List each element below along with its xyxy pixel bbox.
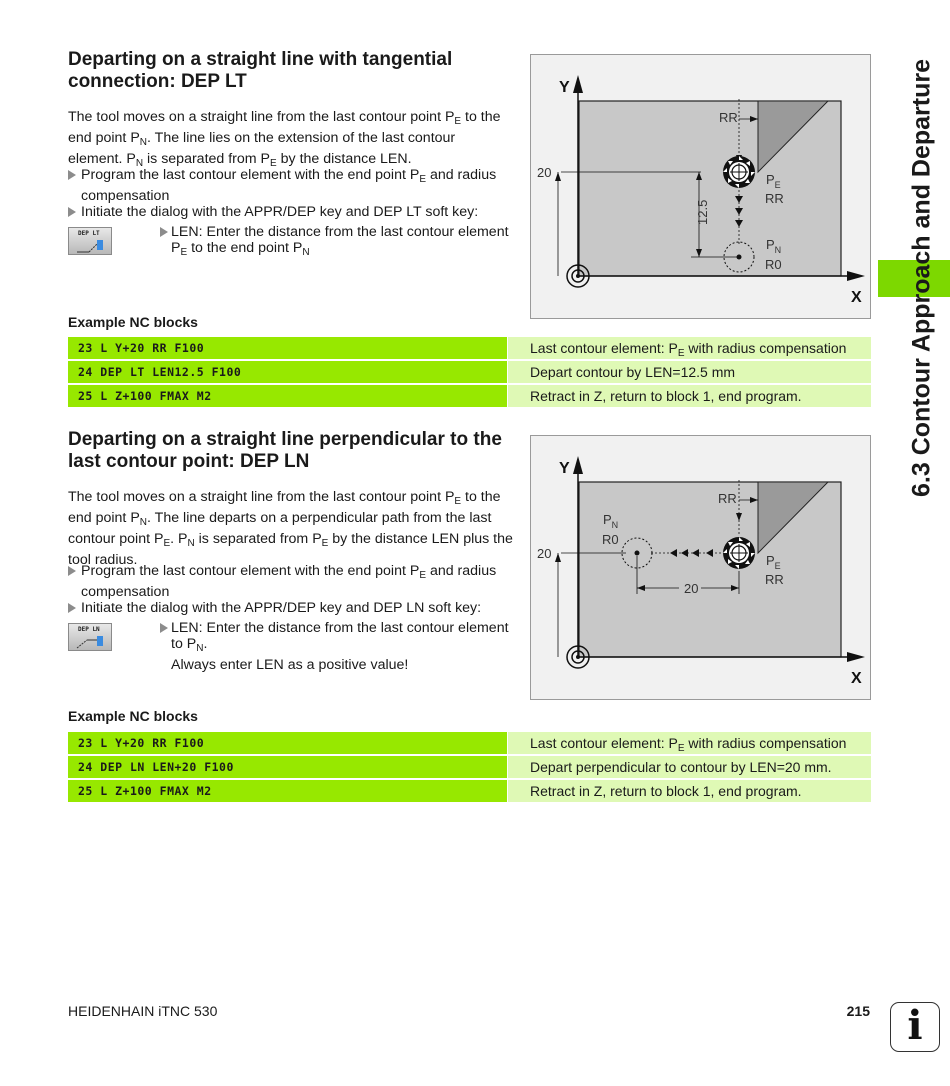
section1-sub-len (160, 224, 515, 261)
section1-bullet-initiate (68, 204, 513, 220)
y-axis-label: Y (559, 460, 570, 477)
nc-desc-cell: Depart perpendicular to contour by LEN=20 mm. (508, 756, 871, 778)
text: . (203, 636, 208, 652)
subscript: E (774, 561, 781, 571)
text: P (766, 172, 775, 187)
info-icon (890, 1002, 940, 1052)
bullet-triangle-icon (68, 566, 76, 576)
dep-lt-diagram (531, 55, 872, 320)
bullet-triangle-icon (68, 170, 76, 180)
section1-bullet-program (68, 167, 513, 204)
text: Initiate the dialog with the APPR/DEP key and DEP LT soft key: (81, 204, 479, 220)
dep-lt-figure (530, 54, 871, 319)
text: to the end point P (68, 109, 501, 146)
nc-desc-cell: Retract in Z, return to block 1, end program. (508, 385, 871, 407)
text: The tool moves on a straight line from the last contour point P (68, 109, 455, 125)
section2-example-heading: Example NC blocks (68, 708, 198, 724)
nc-desc-cell: Depart contour by LEN=12.5 mm (508, 361, 871, 383)
section1-title-line2: connection: DEP LT (68, 71, 247, 92)
subscript: N (187, 538, 195, 549)
section1-title-line1: Departing on a straight line with tangential (68, 49, 453, 70)
dep-ln-diagram (531, 436, 872, 701)
bullet-triangle-icon (68, 207, 76, 217)
subscript: E (419, 570, 426, 581)
nc-desc-cell: Retract in Z, return to block 1, end program. (508, 780, 871, 802)
table-row (68, 780, 871, 802)
text: Program the last contour element with the end point P (81, 563, 420, 579)
text: is separated from P (143, 151, 271, 167)
len-dimension-label: 20 (684, 581, 699, 596)
softkey-label: DEP LN (78, 626, 100, 633)
subscript: E (774, 180, 781, 190)
subscript: E (270, 158, 277, 169)
dep-ln-figure (530, 435, 871, 700)
text: . The line lies on the extension of the last contour element. P (68, 130, 456, 167)
text: . The line departs on a perpendicular path from the last contour point P (68, 510, 492, 547)
text: is separated from P (194, 531, 322, 547)
text: LEN: Enter the distance from the last contour element to P (171, 620, 509, 652)
subscript: E (419, 174, 426, 185)
subscript: E (321, 538, 329, 549)
section2-sub-len (160, 620, 515, 673)
y-axis-label: Y (559, 79, 570, 96)
pn-r0-label: R0 (765, 257, 782, 272)
footer-product: HEIDENHAIN iTNC 530 (68, 1003, 218, 1019)
dep-lt-softkey[interactable] (68, 227, 112, 255)
table-row (68, 337, 871, 359)
text: Initiate the dialog with the APPR/DEP key and DEP LN soft key: (81, 600, 482, 616)
pe-rr-label: RR (765, 191, 784, 206)
section2-bullet-initiate (68, 600, 513, 616)
dep-ln-softkey-icon (75, 634, 107, 650)
section2-nc-table (68, 732, 871, 804)
nc-code-cell: 24 DEP LT LEN12.5 F100 (68, 361, 507, 383)
page-number: 215 (846, 1003, 870, 1019)
nc-desc-cell (508, 337, 871, 359)
x-axis-label: X (851, 670, 862, 687)
info-icon-glyph: i (907, 1002, 923, 1049)
y20-label: 20 (537, 165, 552, 180)
text: and radius compensation (81, 563, 497, 600)
section2-title (68, 429, 518, 473)
table-row (68, 756, 871, 778)
subscript: N (139, 137, 148, 148)
subscript: N (135, 158, 144, 169)
section2-paragraph (68, 489, 513, 568)
bullet-triangle-icon (160, 227, 168, 237)
dep-ln-softkey[interactable] (68, 623, 112, 651)
rr-top-label: RR (718, 491, 737, 506)
pe-rr-label: RR (765, 572, 784, 587)
text: LEN: Enter the distance from the last contour element P (171, 224, 509, 256)
rr-top-label: RR (719, 110, 738, 125)
section2-title-line2: last contour point: DEP LN (68, 451, 310, 472)
nc-code-cell: 23 L Y+20 RR F100 (68, 732, 507, 754)
text: to the end point P (68, 489, 501, 526)
subscript: E (454, 116, 462, 127)
text: Always enter LEN as a positive value! (171, 657, 409, 673)
subscript: E (677, 348, 685, 359)
tool-cutter-icon (723, 537, 755, 569)
subscript: N (302, 247, 310, 258)
section1-example-heading: Example NC blocks (68, 314, 198, 330)
subscript: E (180, 247, 188, 258)
section2-title-line1: Departing on a straight line perpendicular to the (68, 429, 502, 450)
text: by the distance LEN plus the tool radius. (68, 531, 513, 568)
text: to the end point P (187, 240, 303, 256)
nc-desc-cell (508, 732, 871, 754)
text: and radius compensation (81, 167, 497, 204)
subscript: N (139, 517, 148, 528)
text: Last contour element: P (530, 340, 678, 356)
section1-paragraph (68, 109, 513, 172)
subscript: E (454, 496, 462, 507)
text: Last contour element: P (530, 735, 678, 751)
text: by the distance LEN. (276, 151, 412, 167)
text: with radius compensation (684, 735, 847, 751)
nc-code-cell: 25 L Z+100 FMAX M2 (68, 780, 507, 802)
bullet-triangle-icon (160, 623, 168, 633)
nc-code-cell: 23 L Y+20 RR F100 (68, 337, 507, 359)
softkey-label: DEP LT (78, 230, 100, 237)
nc-code-cell: 24 DEP LN LEN+20 F100 (68, 756, 507, 778)
subscript: E (677, 743, 685, 754)
text: P (766, 237, 775, 252)
y20-label: 20 (537, 546, 552, 561)
subscript: N (196, 643, 204, 654)
table-row (68, 732, 871, 754)
chapter-side-title-text: 6.3 Contour Approach and Departure (907, 58, 936, 498)
dep-lt-softkey-icon (75, 238, 107, 254)
text: . P (170, 531, 188, 547)
section2-bullet-program (68, 563, 513, 600)
table-row (68, 385, 871, 407)
subscript: N (611, 520, 619, 530)
table-row (68, 361, 871, 383)
section1-nc-table (68, 337, 871, 409)
x-axis-label: X (851, 289, 862, 306)
bullet-triangle-icon (68, 603, 76, 613)
text: P (603, 512, 612, 527)
subscript: N (774, 245, 782, 255)
nc-code-cell: 25 L Z+100 FMAX M2 (68, 385, 507, 407)
text: The tool moves on a straight line from the last contour point P (68, 489, 455, 505)
text: with radius compensation (684, 340, 847, 356)
tool-cutter-icon (723, 156, 755, 188)
len-dimension-label: 12.5 (695, 199, 710, 225)
text: P (766, 553, 775, 568)
text: Program the last contour element with the end point P (81, 167, 420, 183)
pn-r0-label: R0 (602, 532, 619, 547)
section1-title (68, 49, 518, 93)
subscript: E (163, 538, 171, 549)
